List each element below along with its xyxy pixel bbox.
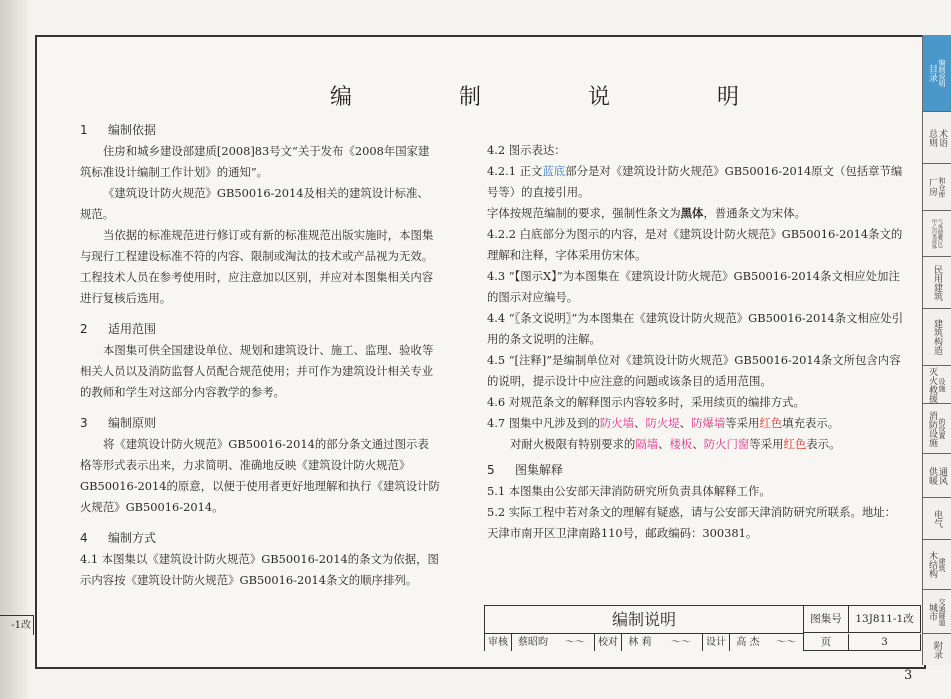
left-column (80, 120, 440, 591)
section-heading: 2 适用范围 (80, 322, 157, 336)
page-number-cell: 3 (849, 634, 921, 651)
paragraph: 4.7 图集中凡涉及到的防火墙、防火堤、防爆墙等采用红色填充表示。 (487, 416, 840, 430)
signature-mark: ～～ (775, 637, 795, 648)
tab-hvac[interactable]: 供暖 通风 (922, 454, 951, 498)
page-title: 编 制 说 明 (330, 85, 789, 110)
paragraph: 字体按规范编制的要求，强制性条文为黑体，普通条文为宋体。 (487, 206, 806, 220)
section-heading: 5 图集解释 (487, 463, 564, 477)
bold-term: 黑体 (680, 206, 704, 220)
paragraph: 对耐火极限有特别要求的隔墙、楼板、防火门窗等采用红色表示。 (510, 437, 841, 451)
blue-highlight: 蓝底 (542, 164, 566, 178)
signature-mark: ～～ (658, 634, 703, 651)
right-column (487, 140, 907, 544)
paragraph: 4.5 “[注释]”是编制单位对《建筑设计防火规范》GB50016-2014条文所包含内容的说明，提示设计中应注意的问题或该条目的适用范围。 (487, 353, 901, 388)
section-heading: 3 编制原则 (80, 416, 157, 430)
paragraph: 4.2.1 正文蓝底部分是对《建筑设计防火规范》GB50016-2014原文（包括章节编号等）的直接引用。 (487, 164, 903, 199)
tab-timber[interactable]: 木结构 建筑 (922, 540, 951, 590)
tab-contents[interactable]: 目录 编制说明 (922, 35, 951, 112)
tab-construction[interactable]: 建筑构造 (922, 309, 951, 366)
paragraph: 本图集可供全国建设单位、规划和建筑设计、施工、监理、验收等相关人员以及消防监督人员配合规范使用；并可作为建筑设计相关专业的教师和学生对这部分内容教学的参考。 (80, 343, 434, 399)
atlas-number: 13J811-1改 (849, 606, 921, 633)
tab-tunnel[interactable]: 城市 交通隧道 (922, 590, 951, 634)
section-heading: 1 编制依据 (80, 123, 157, 137)
tab-factory[interactable]: 厂房 和仓库 (922, 164, 951, 211)
paragraph: 4.6 对规范条文的解释图示内容较多时，采用续页的编排方式。 (487, 395, 805, 409)
title-block-name: 编制说明 (485, 606, 804, 634)
paragraph: 4.3 “【图示X】”为本图集在《建筑设计防火规范》GB50016-2014条文相应处加注的图示对应编号。 (487, 269, 900, 304)
tab-civil-building[interactable]: 民用建筑 (922, 257, 951, 309)
page-number: 3 (904, 668, 913, 683)
section-heading: 4 编制方式 (80, 531, 157, 545)
paragraph: 4.1 本图集以《建筑设计防火规范》GB50016-2014的条文为依据，图示内容按《建筑设计防火规范》GB50016-2014条文的顺序排列。 (80, 552, 439, 587)
paragraph: 将《建筑设计防火规范》GB50016-2014的部分条文通过图示表格等形式表示出来，力求简明、准确地反映《建筑设计防火规范》GB50016-2014的原意，以便于使用者更好地理解和执行《建筑设计防火规范》GB50016-2014。 (80, 437, 440, 514)
tab-fire-facilities[interactable]: 消防设施 的设置 (922, 404, 951, 454)
tab-electrical[interactable]: 电气 (922, 498, 951, 540)
paragraph: 住房和城乡建设部建质[2008]83号文“关于发布《2008年国家建筑标准设计编制工作计划》的通知”。 (80, 144, 430, 179)
binding-shadow (0, 0, 28, 699)
signature-mark: ～～ (554, 634, 595, 651)
atlas-label: 图集号 (804, 606, 849, 633)
paragraph: 4.2.2 白底部分为图示的内容，是对《建筑设计防火规范》GB50016-2014条文的理解和注释，字体采用仿宋体。 (487, 227, 903, 262)
signature-row: 审核 蔡昭昀 ～～ 校对 林 莉 ～～ 设计 高 杰 ～～ (485, 634, 804, 651)
tab-liquid-storage[interactable]: 甲乙丙类液体 气体储罐(区) (922, 211, 951, 257)
tab-appendix[interactable]: 附录 (922, 634, 951, 665)
page-label: 页 (804, 634, 849, 651)
tab-general[interactable]: 总则 术语 (922, 112, 951, 164)
paragraph: 《建筑设计防火规范》GB50016-2014及相关的建筑设计标准、规范。 (80, 186, 429, 221)
tab-rescue[interactable]: 灭火救援 设施 (922, 366, 951, 404)
paragraph: 5.2 实际工程中若对条文的理解有疑惑，请与公安部天津消防研究所联系。地址：天津市南开区卫津南路110号，邮政编码：300381。 (487, 505, 897, 540)
index-tabs (922, 35, 951, 665)
paragraph: 4.4 “〖条文说明〗”为本图集在《建筑设计防火规范》GB50016-2014条文相应处引用的条文说明的注解。 (487, 311, 904, 346)
paragraph: 5.1 本图集由公安部天津消防研究所负责具体解释工作。 (487, 484, 771, 498)
title-block (484, 605, 921, 651)
paragraph: 4.2 图示表达： (487, 143, 566, 157)
paragraph: 当依据的标准规范进行修订或有新的标准规范出版实施时，本图集与现行工程建设标准不符的内容、限制或淘汰的技术或产品视为无效。工程技术人员在参考使用时，应注意加以区别，并应对本图集相关内容进行复核后选用。 (80, 228, 434, 305)
previous-page-stub: -1改 (0, 615, 34, 635)
